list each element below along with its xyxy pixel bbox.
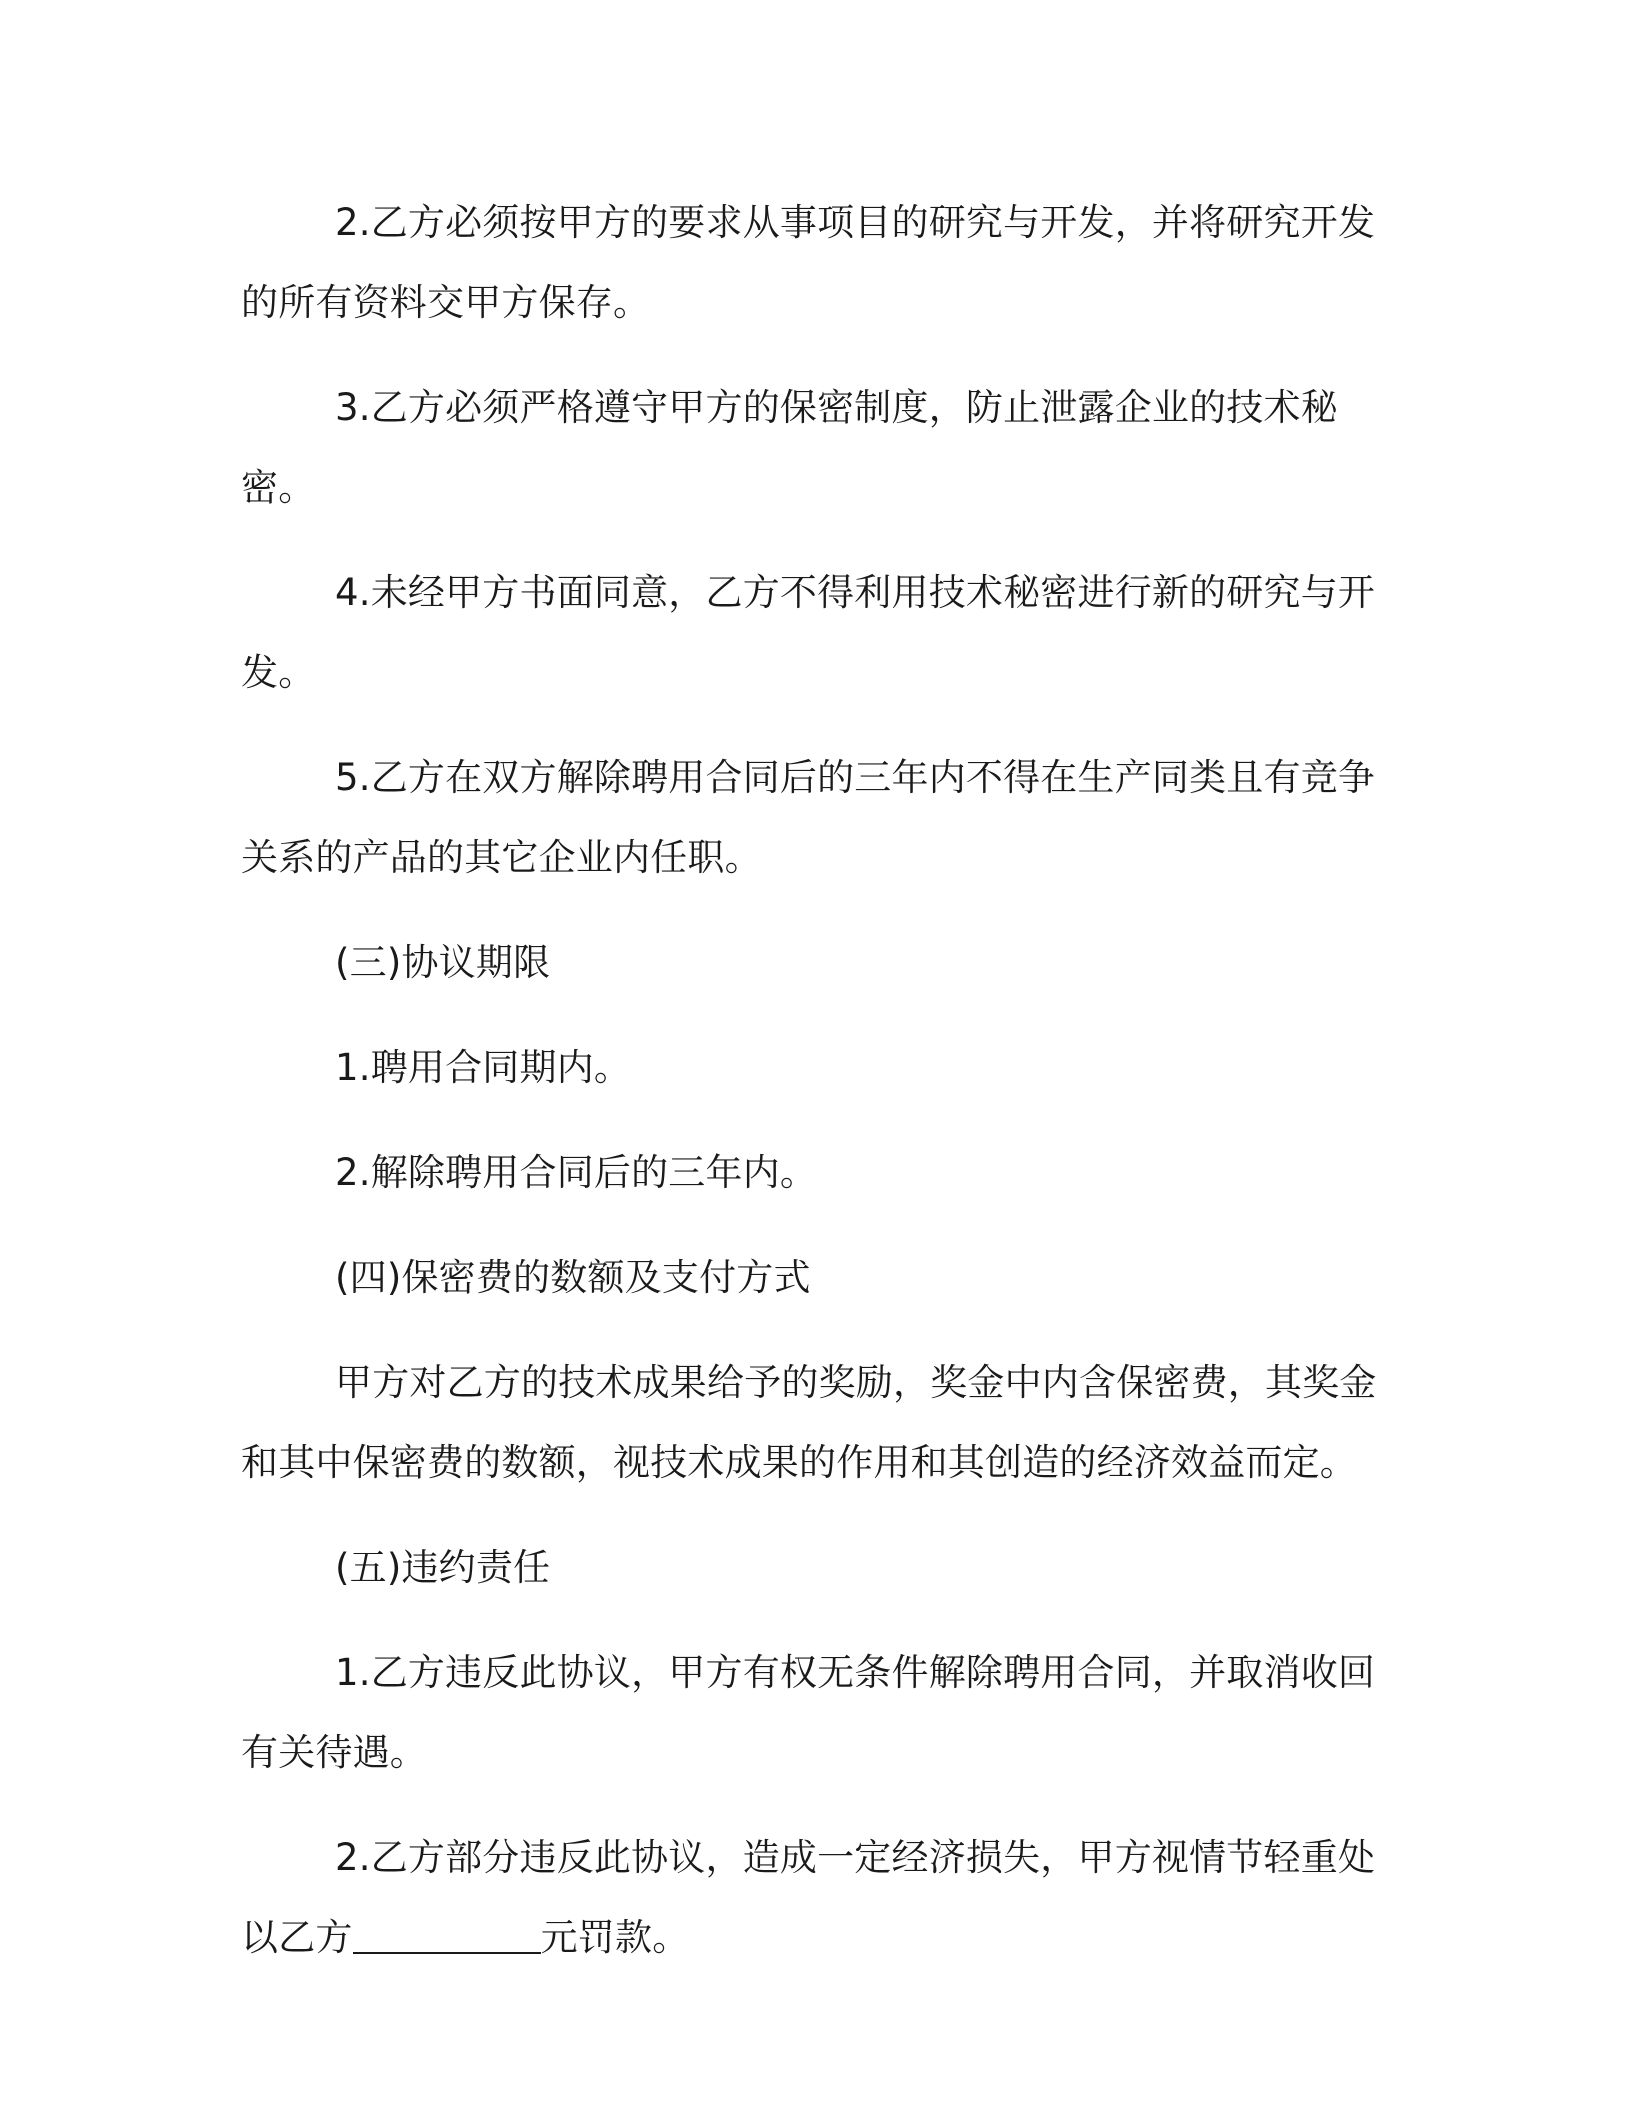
section-heading-term: (三)协议期限 xyxy=(335,941,551,984)
term-item-1: 1.聘用合同期内。 xyxy=(335,1046,632,1089)
liability-item-1: 1.乙方违反此协议，甲方有权无条件解除聘用合同，并取消收回有关待遇。 xyxy=(241,1651,1376,1774)
clause-3-confidentiality-rules: 3.乙方必须严格遵守甲方的保密制度，防止泄露企业的技术秘密。 xyxy=(241,386,1338,509)
fine-amount-blank xyxy=(353,1922,541,1954)
clause-5-non-compete: 5.乙方在双方解除聘用合同后的三年内不得在生产同类且有竞争关系的产品的其它企业内任职。 xyxy=(241,756,1376,879)
liability-item-2 xyxy=(241,1818,1391,1978)
term-item-2: 2.解除聘用合同后的三年内。 xyxy=(335,1151,818,1194)
document-body xyxy=(241,183,1391,1978)
clause-2-deliver-materials: 2.乙方必须按甲方的要求从事项目的研究与开发，并将研究开发的所有资料交甲方保存。 xyxy=(241,201,1376,324)
section-heading-liability: (五)违约责任 xyxy=(335,1546,551,1589)
clause-4-no-new-research: 4.未经甲方书面同意，乙方不得利用技术秘密进行新的研究与开发。 xyxy=(241,571,1376,694)
liability-item-2-text: 2.乙方部分违反此协议，造成一定经济损失，甲方视情节轻重处以乙方 xyxy=(241,1836,1376,1959)
section-heading-fee: (四)保密费的数额及支付方式 xyxy=(335,1256,811,1299)
fee-description: 甲方对乙方的技术成果给予的奖励，奖金中内含保密费，其奖金和其中保密费的数额，视技术成果的作用和其创造的经济效益而定。 xyxy=(241,1361,1377,1484)
liability-item-2-tail: 元罚款。 xyxy=(540,1916,690,1959)
